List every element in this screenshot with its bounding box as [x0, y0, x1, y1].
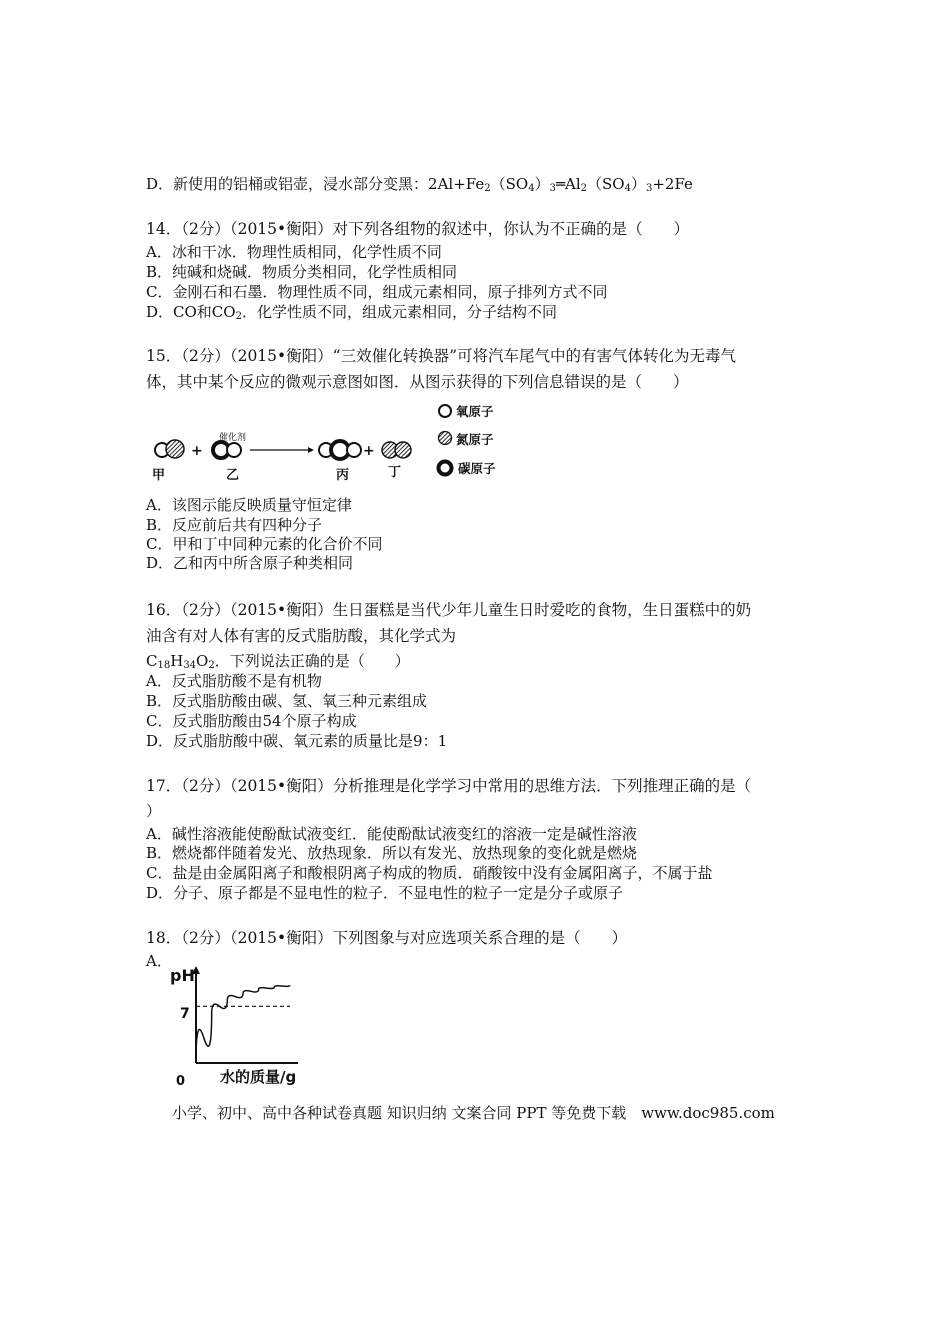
- label-ding: 丁: [388, 465, 402, 480]
- catalyst-label: 催化剂: [219, 433, 247, 443]
- q16-option-b: B．反式脂肪酸由碳、氢、氧三种元素组成: [146, 692, 428, 710]
- q17-option-c: C．盐是由金属阳离子和酸根阴离子构成的物质．硝酸铵中没有金属阳离子，不属于盐: [146, 864, 713, 882]
- molecule-bing: [319, 441, 361, 459]
- y-axis-label: pH: [170, 966, 195, 985]
- molecule-ding: [382, 442, 411, 458]
- molecule-yi: [213, 442, 241, 458]
- ph-curve: [196, 985, 290, 1063]
- label-bing: 丙: [336, 468, 350, 483]
- legend-carbon-icon: [436, 459, 454, 477]
- q15-option-b: B．反应前后共有四种分子: [146, 516, 323, 534]
- q18-stem: 18．（2分）（2015•衡阳）下列图象与对应选项关系合理的是（ ）: [146, 929, 628, 947]
- q16-stem-line2: 油含有对人体有害的反式脂肪酸，其化学式为: [146, 627, 457, 645]
- x-axis-label: 水的质量/g: [220, 1068, 297, 1086]
- q16-option-d: D．反式脂肪酸中碳、氧元素的质量比是9：1: [146, 732, 448, 750]
- q15-stem-line1: 15．（2分）（2015•衡阳）“三效催化转换器”可将汽车尾气中的有害气体转化为无毒气: [146, 347, 737, 365]
- legend-nitrogen: 氮原子: [456, 432, 494, 447]
- tick-label-7: 7: [180, 1006, 190, 1022]
- q16-option-a: A．反式脂肪酸不是有机物: [146, 672, 322, 690]
- origin-label: 0: [176, 1074, 186, 1087]
- q14-stem: 14．（2分）（2015•衡阳）对下列各组物的叙述中，你认为不正确的是（ ）: [146, 220, 690, 238]
- legend-oxygen-icon: [437, 403, 453, 419]
- q16-option-c: C．反式脂肪酸由54个原子构成: [146, 712, 357, 730]
- q14-option-c: C．金刚石和石墨．物理性质不同，组成元素相同，原子排列方式不同: [146, 283, 608, 301]
- prev-option-d: D．新使用的铝桶或铝壶，浸水部分变黑：$2Al+Fe_2(SO_4)_3═Al_2(SO_4)_3+2Fe$: [146, 175, 693, 194]
- label-yi: 乙: [226, 468, 240, 483]
- q17-option-b: B．燃烧都伴随着发光、放热现象．所以有发光、放热现象的变化就是燃烧: [146, 844, 638, 862]
- q15-option-a: A．该图示能反映质量守恒定律: [146, 496, 352, 514]
- q15-stem-line2: 体，其中某个反应的微观示意图如图．从图示获得的下列信息错误的是（ ）: [146, 373, 689, 391]
- q16-stem-line1: 16．（2分）（2015•衡阳）生日蛋糕是当代少年儿童生日时爱吃的食物，生日蛋糕中的奶: [146, 601, 752, 619]
- q17-stem-line1: 17．（2分）（2015•衡阳）分析推理是化学学习中常用的思维方法．下列推理正确的是（: [146, 777, 752, 795]
- legend-oxygen: 氧原子: [456, 404, 494, 419]
- ph-chart: [168, 962, 318, 1087]
- q15-option-c: C．甲和丁中同种元素的化合价不同: [146, 535, 383, 553]
- q15-option-d: D．乙和丙中所含原子种类相同: [146, 554, 354, 572]
- reaction-arrow: [250, 447, 314, 453]
- q18-option-a: A．: [146, 952, 172, 970]
- q14-option-a: A．冰和干冰．物理性质相同，化学性质不同: [146, 243, 442, 261]
- q17-stem-line2: ）: [146, 802, 162, 820]
- molecule-jia: [155, 440, 184, 458]
- legend-carbon: 碳原子: [458, 461, 496, 476]
- q17-option-a: A．碱性溶液能使酚酞试液变红．能使酚酞试液变红的溶液一定是碱性溶液: [146, 825, 637, 843]
- q14-option-d: D．CO和$CO_2$．化学性质不同，组成元素相同，分子结构不同: [146, 303, 557, 322]
- q17-option-d: D．分子、原子都是不显电性的粒子．不显电性的粒子一定是分子或原子: [146, 884, 624, 902]
- footer-text: 小学、初中、高中各种试卷真题 知识归纳 文案合同 PPT 等免费下载 www.doc985.com: [172, 1104, 775, 1122]
- plus-sign-1: +: [191, 443, 203, 459]
- legend-nitrogen-icon: [437, 430, 453, 446]
- plus-sign-2: +: [363, 443, 375, 459]
- label-jia: 甲: [152, 468, 166, 483]
- q14-option-b: B．纯碱和烧碱．物质分类相同，化学性质相同: [146, 263, 458, 281]
- q16-formula: $C_{18}H_{34}O_2$．下列说法正确的是（ ）: [146, 652, 410, 671]
